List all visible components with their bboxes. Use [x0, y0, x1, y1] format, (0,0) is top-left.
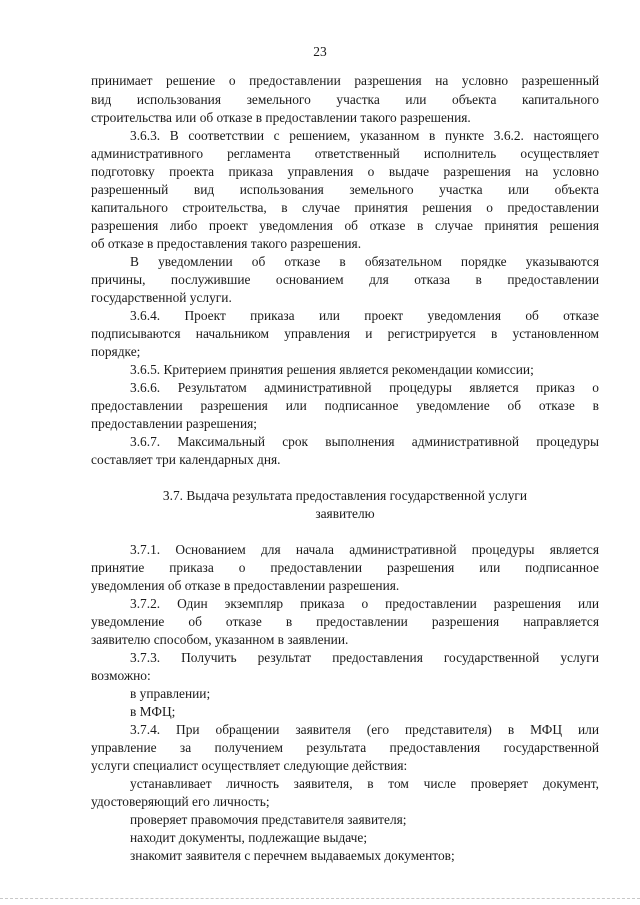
text-line: удостоверяющий его личность;: [91, 794, 270, 809]
text-line: строительства или об отказе в предоставлении такого разрешения.: [91, 110, 471, 125]
text-line: услуги специалист осуществляет следующие действия:: [91, 758, 408, 773]
text-line: предоставлении разрешения;: [91, 416, 258, 431]
text-line: уведомление об отказе в предоставлении разрешения направляется: [91, 614, 599, 629]
text-line: порядке;: [91, 344, 141, 359]
text-line: 3.7.3. Получить результат предоставления государственной услуги: [130, 650, 599, 665]
text-line: составляет три календарных дня.: [91, 452, 281, 467]
text-line: капитального строительства, в случае принятия решения о предоставлении: [91, 200, 599, 215]
text-line: в МФЦ;: [130, 704, 176, 719]
text-line: подготовку проекта приказа управления о выдаче разрешения на условно: [91, 164, 599, 179]
section-heading: 3.7. Выдача результата предоставления государственной услуги: [162, 488, 528, 503]
text-line: разрешенный вид использования земельного участка или объекта: [91, 182, 599, 197]
section-heading: заявителю: [315, 506, 375, 521]
text-line: административного регламента ответственный исполнитель осуществляет: [91, 146, 599, 161]
text-line: 3.7.4. При обращении заявителя (его представителя) в МФЦ или: [130, 722, 599, 737]
text-line: уведомления об отказе в предоставлении разрешения.: [91, 578, 400, 593]
text-line: 3.6.4. Проект приказа или проект уведомления об отказе: [130, 308, 599, 323]
text-line: управление за получением результата предоставления государственной: [91, 740, 599, 755]
text-line: причины, послужившие основанием для отказа в предоставлении: [91, 272, 599, 287]
text-line: 3.6.3. В соответствии с решением, указанном в пункте 3.6.2. настоящего: [130, 128, 599, 143]
text-line: разрешения либо проект уведомления об отказе в случае принятия решения: [91, 218, 599, 233]
text-line: в управлении;: [130, 686, 211, 701]
text-line: об отказе в предоставления такого разрешения.: [91, 236, 362, 251]
text-line: вид использования земельного участка или объекта капитального: [91, 92, 599, 107]
text-line: находит документы, подлежащие выдаче;: [130, 830, 368, 845]
text-line: 3.6.5. Критерием принятия решения является рекомендации комиссии;: [130, 362, 534, 377]
text-line: подписываются начальником управления и регистрируется в установленном: [91, 326, 599, 341]
text-line: 3.7.2. Один экземпляр приказа о предоставлении разрешения или: [130, 596, 599, 611]
text-line: заявителю способом, указанном в заявлении.: [91, 632, 349, 647]
text-line: предоставлении разрешения или подписанное уведомление об отказе в: [91, 398, 599, 413]
text-line: принимает решение о предоставлении разрешения на условно разрешенный: [91, 73, 599, 88]
text-line: возможно:: [91, 668, 151, 683]
text-line: В уведомлении об отказе в обязательном порядке указываются: [130, 254, 599, 269]
page-number: 23: [313, 44, 327, 59]
text-line: знакомит заявителя с перечнем выдаваемых документов;: [130, 848, 455, 863]
text-line: устанавливает личность заявителя, в том числе проверяет документ,: [130, 776, 599, 791]
text-line: 3.6.7. Максимальный срок выполнения административной процедуры: [130, 434, 599, 449]
text-line: принятие приказа о предоставлении разрешения или подписанное: [91, 560, 599, 575]
text-line: государственной услуги.: [91, 290, 232, 305]
scan-edge-divider: [0, 898, 640, 900]
text-line: проверяет правомочия представителя заявителя;: [130, 812, 407, 827]
text-line: 3.7.1. Основанием для начала административной процедуры является: [130, 542, 599, 557]
text-line: 3.6.6. Результатом административной процедуры является приказ о: [130, 380, 599, 395]
